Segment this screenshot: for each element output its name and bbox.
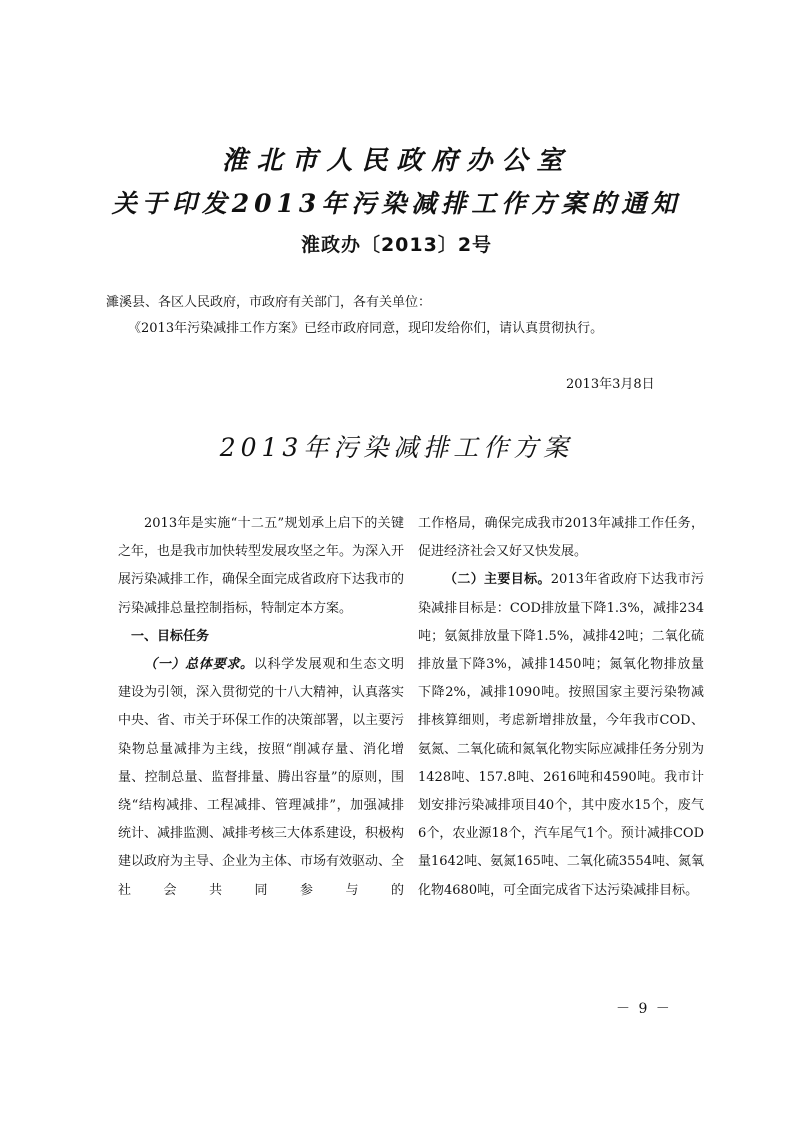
notice-body: 《2013年污染减排工作方案》已经市政府同意，现印发给你们，请认真贯彻执行。: [128, 321, 604, 336]
item1-continuation: 工作格局，确保完成我市2013年减排工作任务，促进经济社会又好又快发展。: [418, 516, 704, 560]
item2-paragraph: [418, 566, 704, 904]
plan-title: 2013年污染减排工作方案: [219, 433, 574, 462]
document-title-line2: 关于印发2013年污染减排工作方案的通知: [111, 189, 682, 218]
notice-addressee: 濉溪县、各区人民政府，市政府有关部门，各有关单位：: [106, 295, 432, 310]
item2-text: 2013年省政府下达我市污染减排目标是：COD排放量下降1.3%，减排234吨；氨氮排放量下降1.5%，减排42吨；二氧化硫排放量下降3%，减排1450吨；氮氧化物排放量下降2%，减排1090吨。按照国家主要污染物减排核算细则，考虑新增排放量，今年我市COD、氨氮、二氧化硫和氮氧化物实际应减排任务分别为1428吨、157.8吨、2616吨和4590吨。我市计划安排污染减排项目40个，其中废水15个，废气6个，农业源18个，汽车尾气1个。预计减排COD量1642吨、氨氮165吨、二氧化硫3554吨、氮氧化物4680吨，可全面完成省下达污染减排目标。: [418, 572, 705, 898]
section-heading: 一、目标任务: [131, 628, 210, 644]
item1-label: （一）总体要求。: [144, 657, 254, 673]
item2-label: （二）主要目标。: [444, 572, 551, 588]
text-column-left: [118, 510, 404, 905]
document-title-line1: 淮北市人民政府办公室: [221, 146, 572, 176]
item1-paragraph: [118, 651, 404, 905]
notice-date: 2013年3月8日: [566, 377, 655, 392]
document-number: 淮政办〔2013〕2号: [300, 234, 493, 256]
text-column-right: [418, 510, 704, 905]
page-number: － 9 －: [616, 1001, 672, 1017]
plan-intro-paragraph: 2013年是实施“十二五”规划承上启下的关键之年，也是我市加快转型发展攻坚之年。为深入开展污染减排工作，确保全面完成省政府下达我市的污染减排总量控制指标，特制定本方案。: [118, 516, 405, 616]
item1-text: 以科学发展观和生态文明建设为引领，深入贯彻党的十八大精神，认真落实中央、省、市关于环保工作的决策部署，以主要污染物总量减排为主线，按照“削减存量、消化增量、控制总量、监督排量、腾出容量”的原则，围绕“结构减排、工程减排、管理减排”，加强减排统计、减排监测、减排考核三大体系建设，积极构建以政府为主导、企业为主体、市场有效驱动、全社会共同参与的: [118, 657, 405, 898]
